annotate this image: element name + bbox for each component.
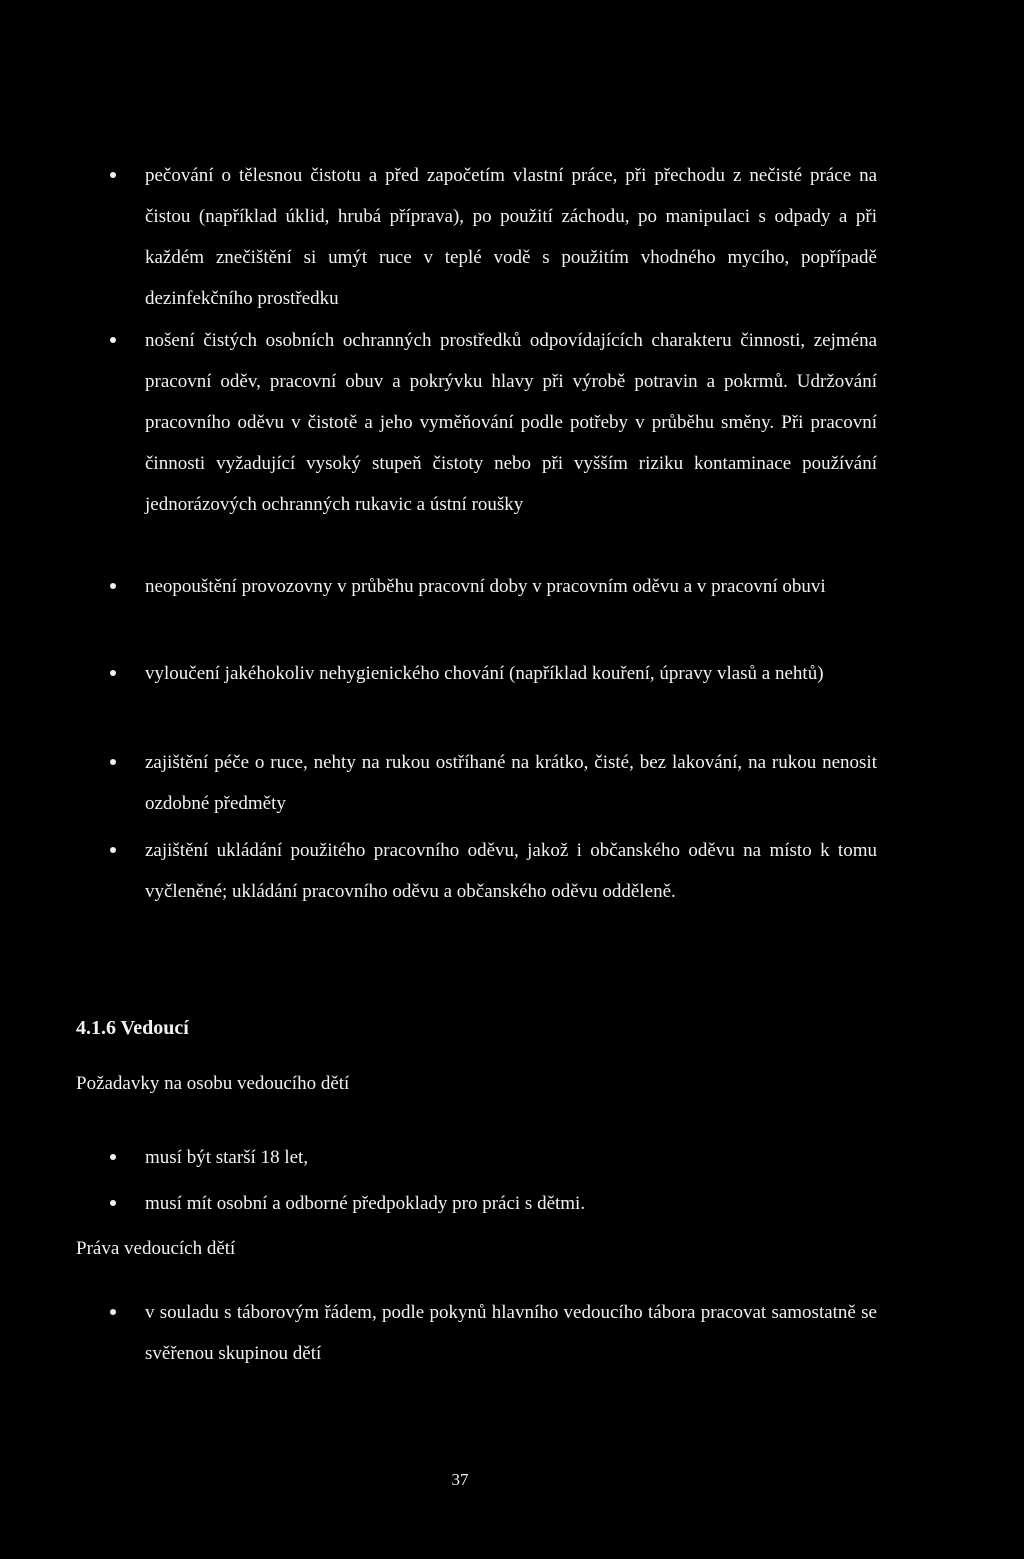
- section-number: 4.1.6: [76, 1017, 116, 1039]
- requirement-item-1: musí být starší 18 let,: [145, 1137, 877, 1178]
- hygiene-bullet-5: zajištění péče o ruce, nehty na rukou ostříhané na krátko, čisté, bez lakování, na rukou nenosit ozdobné předměty: [145, 742, 877, 824]
- rights-item-1: v souladu s táborovým řádem, podle pokynů hlavního vedoucího tábora pracovat samostatně se svěřenou skupinou dětí: [145, 1292, 877, 1374]
- requirement-item-2: musí mít osobní a odborné předpoklady pro práci s dětmi.: [145, 1183, 877, 1224]
- hygiene-bullet-6: zajištění ukládání použitého pracovního oděvu, jakož i občanského oděvu na místo k tomu vyčleněné; ukládání pracovního oděvu a občanského oděvu odděleně.: [145, 830, 877, 912]
- requirements-intro: Požadavky na osobu vedoucího dětí: [76, 1073, 350, 1094]
- section-title: Vedoucí: [120, 1017, 189, 1039]
- hygiene-bullet-4: vyloučení jakéhokoliv nehygienického chování (například kouření, úpravy vlasů a nehtů): [145, 653, 877, 694]
- page-number: 37: [451, 1470, 469, 1489]
- section-heading: [76, 1017, 189, 1040]
- hygiene-bullet-3: neopouštění provozovny v průběhu pracovní doby v pracovním oděvu a v pracovní obuvi: [145, 566, 877, 607]
- rights-intro: Práva vedoucích dětí: [76, 1238, 236, 1259]
- hygiene-bullet-1: pečování o tělesnou čistotu a před započetím vlastní práce, při přechodu z nečisté práce na čistou (například úklid, hrubá příprava), po použití záchodu, po manipulaci s odpady a při každém znečištění si umýt ruce v teplé vodě s použitím vhodného mycího, popřípadě dezinfekčního prostředku: [145, 155, 877, 319]
- hygiene-bullet-2: nošení čistých osobních ochranných prostředků odpovídajících charakteru činnosti, zejména pracovní oděv, pracovní obuv a pokrývku hlavy při výrobě potravin a pokrmů. Udržování pracovního oděvu v čistotě a jeho vyměňování podle potřeby v průběhu směny. Při pracovní činnosti vyžadující vysoký stupeň čistoty nebo při vyšším riziku kontaminace používání jednorázových ochranných rukavic a ústní roušky: [145, 320, 877, 525]
